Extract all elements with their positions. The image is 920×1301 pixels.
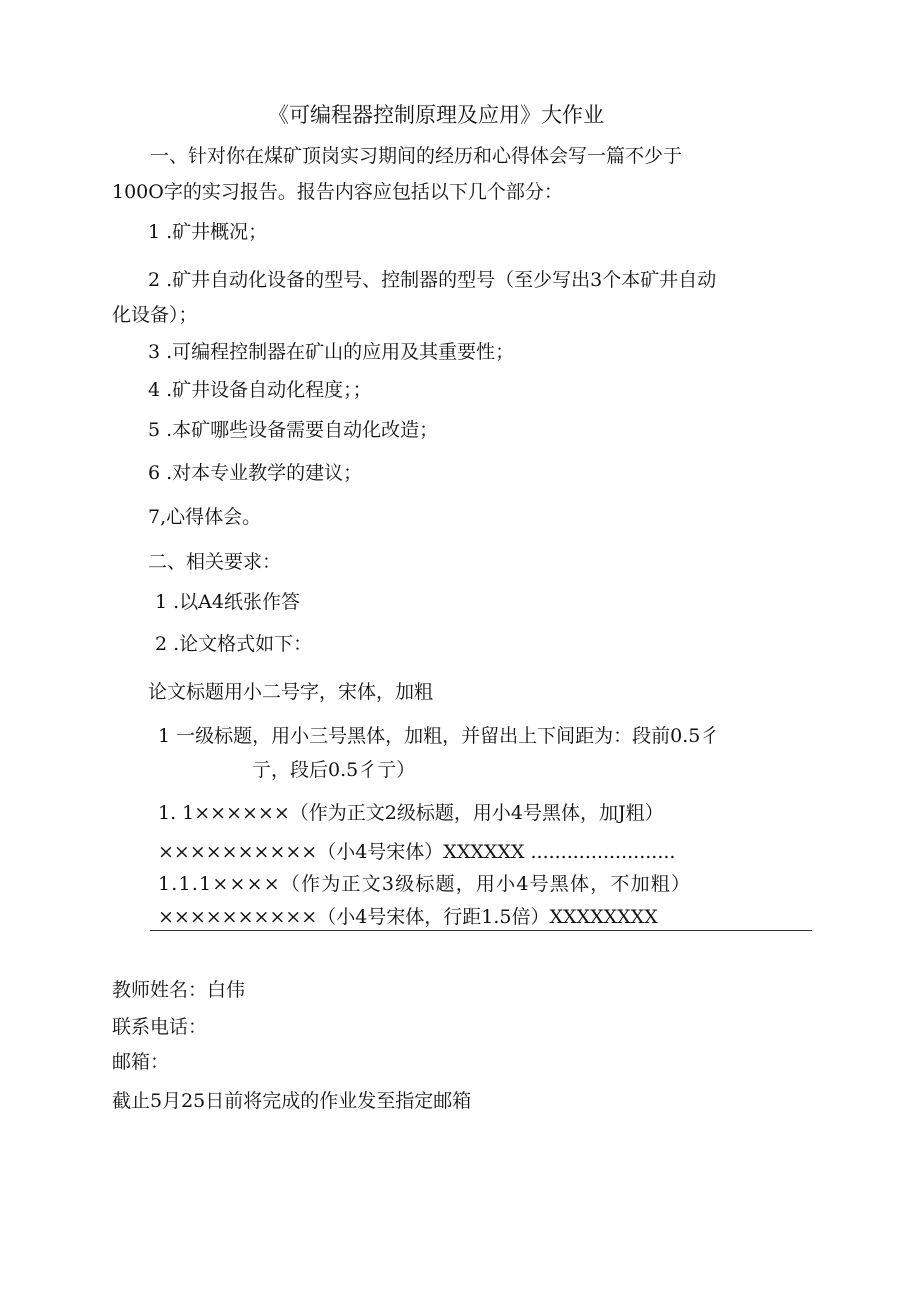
contact-deadline: 截止5月25日前将完成的作业发至指定邮箱 xyxy=(112,1090,472,1112)
format-divider xyxy=(150,930,812,931)
contact-email: 邮箱： xyxy=(112,1051,170,1073)
section2-heading: 二、相关要求： xyxy=(148,551,282,573)
format-level2-body: ××××××××××（小4号宋体）XXXXXX ........................ xyxy=(158,841,676,863)
section1-item-6: 6 .对本专业教学的建议； xyxy=(148,462,363,484)
section1-intro-line1: 一、针对你在煤矿顶岗实习期间的经历和心得体会写一篇不少于 xyxy=(150,145,683,167)
section1-item-2-cont: 化设备）； xyxy=(112,304,198,326)
section1-item-1: 1 .矿井概况； xyxy=(148,221,268,243)
contact-teacher: 教师姓名：白伟 xyxy=(112,979,246,1001)
section1-item-2: 2 .矿井自动化设备的型号、控制器的型号（至少写出3个本矿井自动 xyxy=(148,269,717,291)
document-title: 《可编程器控制原理及应用》大作业 xyxy=(268,103,604,127)
format-level3-body: ××××××××××（小4号宋体，行距1.5倍）XXXXXXXX xyxy=(158,906,658,928)
format-level3: 1.1.1××××（作为正文3级标题，用小4号黑体，不加粗） xyxy=(158,873,692,895)
format-title-rule: 论文标题用小二号字，宋体，加粗 xyxy=(148,681,434,703)
section1-intro-line2: 100O字的实习报告。报告内容应包括以下几个部分： xyxy=(112,181,563,203)
format-level2: 1. 1××××××（作为正文2级标题，用小4号黑体，加J粗） xyxy=(158,802,664,824)
section2-item-2: 2 .论文格式如下： xyxy=(155,633,313,655)
section1-item-4: 4 .矿井设备自动化程度；； xyxy=(148,379,372,401)
contact-phone: 联系电话： xyxy=(112,1016,208,1038)
section2-item-1: 1 .以A4纸张作答 xyxy=(155,591,300,613)
format-level1-line1: 1 一级标题，用小三号黑体，加粗，并留出上下间距为：段前0.5彳 xyxy=(158,725,720,747)
format-level1-line2: 亍，段后0.5彳亍） xyxy=(252,759,416,781)
section1-item-5: 5 .本矿哪些设备需要自动化改造； xyxy=(148,419,439,441)
section1-item-7: 7,心得体会。 xyxy=(148,506,262,528)
section1-item-3: 3 .可编程控制器在矿山的应用及其重要性； xyxy=(148,341,515,363)
